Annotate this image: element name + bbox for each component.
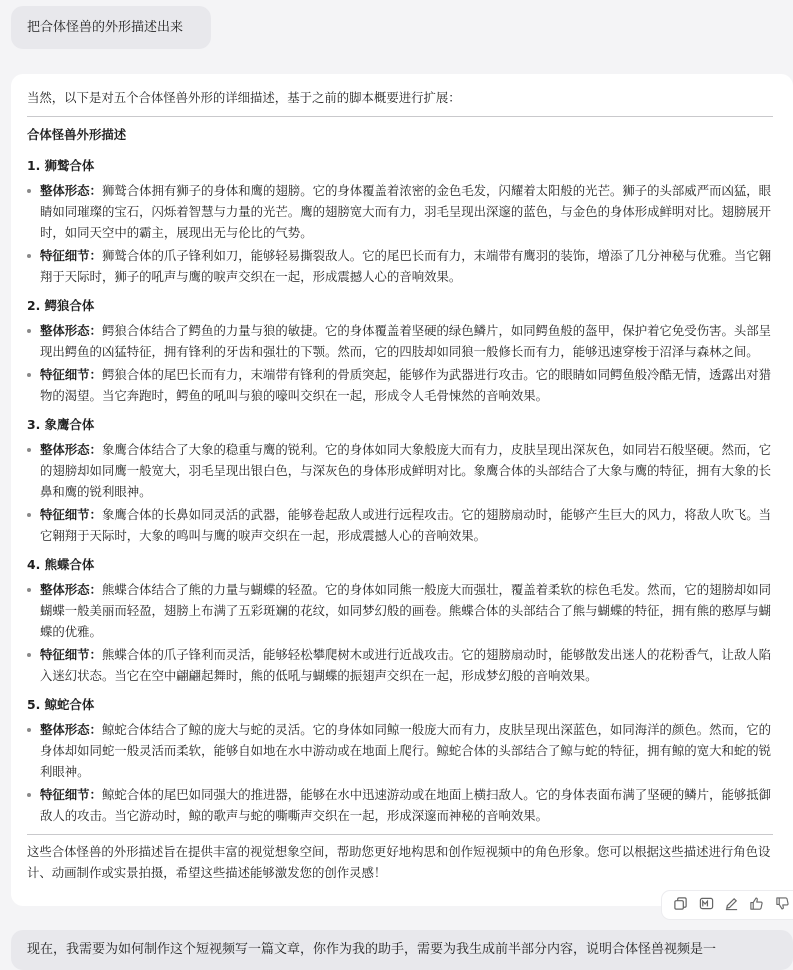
list-item [27, 504, 773, 546]
answer-intro: 当然，以下是对五个合体怪兽外形的详细描述，基于之前的脚本概要进行扩展： [27, 90, 461, 105]
bullet-list [27, 180, 773, 287]
list-item-text: 鲸蛇合体的尾巴如同强大的推进器，能够在水中迅速游动或在地面上横扫敌人。它的身体表面布满了坚硬的鳞片，能够抵御敌人的攻击。当它游动时，鲸的歌声与蛇的嘶嘶声交织在一起，形成深邃而神秘的音响效果。 [40, 787, 772, 823]
answer-section [27, 153, 773, 287]
answer-section [27, 412, 773, 546]
answer-section [27, 692, 773, 826]
list-item-label: 特征细节： [40, 507, 102, 522]
list-item-label: 特征细节： [40, 787, 102, 802]
list-item-label: 特征细节： [40, 647, 102, 662]
markdown-button[interactable] [695, 894, 716, 916]
bullet-list [27, 320, 773, 406]
answer-closing: 这些合体怪兽的外形描述旨在提供丰富的视觉想象空间，帮助您更好地构思和创作短视频中的角色形象。您可以根据这些描述进行角色设计、动画制作或实景拍摄，希望这些描述能够激发您的创作灵感！ [27, 844, 771, 880]
copy-button[interactable] [670, 894, 691, 916]
list-item [27, 784, 773, 826]
list-item [27, 180, 773, 243]
edit-icon [724, 896, 739, 915]
thumbs-down-icon [775, 896, 790, 915]
list-item-label: 特征细节： [40, 248, 102, 263]
answer-section [27, 552, 773, 686]
sections-container [27, 153, 773, 826]
answer-heading: 合体怪兽外形描述 [27, 127, 127, 142]
list-item-text: 熊蝶合体结合了熊的力量与蝴蝶的轻盈。它的身体如同熊一般庞大而强壮，覆盖着柔软的棕色毛发。然而，它的翅膀却如同蝴蝶一般美丽而轻盈，翅膀上布满了五彩斑斓的花纹，如同梦幻般的画卷。熊蝶合体的头部结合了熊与蝴蝶的特征，拥有熊的憨厚与蝴蝶的优雅。 [40, 582, 772, 639]
list-item-text: 象鹰合体的长鼻如同灵活的武器，能够卷起敌人或进行远程攻击。它的翅膀扇动时，能够产生巨大的风力，将敌人吹飞。当它翱翔于天际时，大象的鸣叫与鹰的唳声交织在一起，形成震撼人心的音响效果。 [40, 507, 772, 543]
list-item-text: 熊蝶合体的爪子锋利而灵活，能够轻松攀爬树木或进行近战攻击。它的翅膀扇动时，能够散发出迷人的花粉香气，让敌人陷入迷幻状态。当它在空中翩翩起舞时，熊的低吼与蝴蝶的振翅声交织在一起，形成梦幻般的音响效果。 [40, 647, 772, 683]
section-title: 5. 鲸蛇合体 [27, 697, 95, 712]
list-item [27, 579, 773, 642]
edit-button[interactable] [721, 894, 742, 916]
thumbs-up-icon [749, 896, 764, 915]
section-title: 3. 象鹰合体 [27, 417, 95, 432]
list-item [27, 245, 773, 287]
divider [27, 116, 773, 117]
assistant-answer-card [11, 74, 793, 906]
next-user-message-bubble [11, 930, 793, 970]
list-item-label: 整体形态： [40, 183, 102, 198]
answer-section [27, 293, 773, 406]
user-message-text: 把合体怪兽的外形描述出来 [27, 20, 184, 35]
list-item-label: 整体形态： [40, 722, 102, 737]
list-item-text: 鳄狼合体结合了鳄鱼的力量与狼的敏捷。它的身体覆盖着坚硬的绿色鳞片，如同鳄鱼般的盔甲，保护着它免受伤害。头部呈现出鳄鱼的凶猛特征，拥有锋利的牙齿和强壮的下颚。然而，它的四肢却如同狼一般修长而有力，能够迅速穿梭于沼泽与森林之间。 [40, 323, 772, 359]
list-item-text: 鳄狼合体的尾巴长而有力，末端带有锋利的骨质突起，能够作为武器进行攻击。它的眼睛如同鳄鱼般冷酷无情，透露出对猎物的渴望。当它奔跑时，鳄鱼的吼叫与狼的嚎叫交织在一起，形成令人毛骨悚然的音响效果。 [40, 367, 772, 403]
bullet-list [27, 719, 773, 826]
message-actions-toolbar [662, 891, 793, 919]
list-item-label: 整体形态： [40, 442, 102, 457]
section-title: 4. 熊蝶合体 [27, 557, 95, 572]
bullet-list [27, 439, 773, 546]
divider [27, 834, 773, 835]
user-message-bubble [11, 6, 211, 49]
markdown-icon [699, 896, 714, 915]
bullet-list [27, 579, 773, 686]
copy-icon [673, 896, 688, 915]
list-item [27, 439, 773, 502]
list-item [27, 644, 773, 686]
list-item [27, 320, 773, 362]
thumbs-down-button[interactable] [772, 894, 793, 916]
list-item-label: 整体形态： [40, 582, 102, 597]
list-item-text: 象鹰合体结合了大象的稳重与鹰的锐利。它的身体如同大象般庞大而有力，皮肤呈现出深灰色，如同岩石般坚硬。然而，它的翅膀却如同鹰一般宽大，羽毛呈现出银白色，与深灰色的身体形成鲜明对比。象鹰合体的头部结合了大象与鹰的特征，拥有大象的长鼻和鹰的锐利眼神。 [40, 442, 772, 499]
list-item-text: 鲸蛇合体结合了鲸的庞大与蛇的灵活。它的身体如同鲸一般庞大而有力，皮肤呈现出深蓝色，如同海洋的颜色。然而，它的身体却如同蛇一般灵活而柔软，能够自如地在水中游动或在地面上爬行。鲸蛇合体的头部结合了鲸与蛇的特征，拥有鲸的宽大和蛇的锐利眼神。 [40, 722, 772, 779]
list-item [27, 719, 773, 782]
next-user-message-text: 现在，我需要为如何制作这个短视频写一篇文章，你作为我的助手，需要为我生成前半部分内容，说明合体怪兽视频是一 [27, 942, 717, 957]
list-item-label: 整体形态： [40, 323, 102, 338]
section-title: 1. 狮鹫合体 [27, 158, 95, 173]
section-title: 2. 鳄狼合体 [27, 298, 95, 313]
list-item-text: 狮鹫合体的爪子锋利如刀，能够轻易撕裂敌人。它的尾巴长而有力，末端带有鹰羽的装饰，增添了几分神秘与优雅。当它翱翔于天际时，狮子的吼声与鹰的唳声交织在一起，形成震撼人心的音响效果。 [40, 248, 772, 284]
list-item-text: 狮鹫合体拥有狮子的身体和鹰的翅膀。它的身体覆盖着浓密的金色毛发，闪耀着太阳般的光芒。狮子的头部威严而凶猛，眼睛如同璀璨的宝石，闪烁着智慧与力量的光芒。鹰的翅膀宽大而有力，羽毛呈现出深邃的蓝色，与金色的身体形成鲜明对比。翅膀展开时，如同天空中的霸主，展现出无与伦比的气势。 [40, 183, 772, 240]
list-item [27, 364, 773, 406]
list-item-label: 特征细节： [40, 367, 102, 382]
thumbs-up-button[interactable] [746, 894, 767, 916]
